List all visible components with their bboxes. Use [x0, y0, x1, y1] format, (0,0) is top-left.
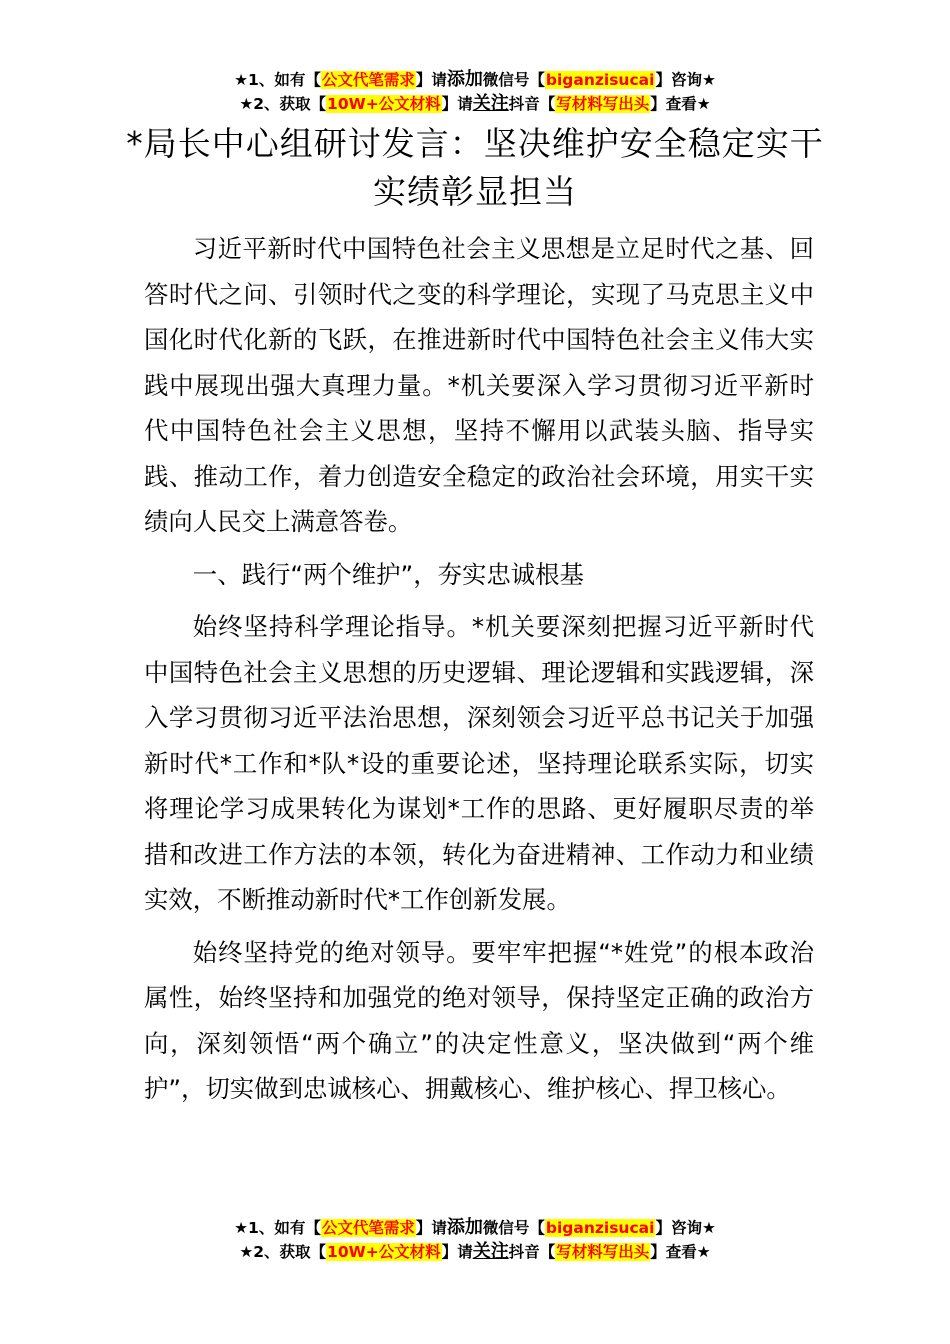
promo-text: 】查看★ [650, 95, 711, 113]
promo-text: 】请 [415, 71, 447, 89]
promo-line-2 [0, 1240, 950, 1264]
promo-text: 】咨询★ [655, 71, 716, 89]
promo-line-2 [0, 92, 950, 116]
document-title: *局长中心组研讨发言：坚决维护安全稳定实干实绩彰显担当 [126, 124, 824, 211]
promo-line-1 [0, 1216, 950, 1240]
promo-text: 】请 [441, 95, 473, 113]
promo-text: 微信号【 [482, 71, 545, 89]
promo-text: 】查看★ [650, 1243, 711, 1261]
promo-text: 】请 [415, 1219, 447, 1237]
promo-text: ★1、如有【 [234, 1219, 321, 1237]
promo-emphasis: 关注 [472, 1241, 509, 1262]
promo-text: 抖音【 [508, 1243, 556, 1261]
document-body [144, 226, 814, 1112]
section-heading: 一、践行“两个维护”，夯实忠诚根基 [192, 559, 584, 589]
promo-text: 】咨询★ [655, 1219, 716, 1237]
promo-emphasis: 添加 [446, 1217, 483, 1238]
paragraph: 始终坚持党的绝对领导。要牢牢把握“*姓党”的根本政治属性，始终坚持和加强党的绝对领导，保持坚定正确的政治方向，深刻领悟“两个确立”的决定性意义，坚决做到“两个维护”，切实做到忠诚核心、拥戴核心、维护核心、捍卫核心。 [144, 937, 814, 1103]
promo-highlight: 公文代笔需求 [321, 71, 415, 89]
promo-highlight: 10W+公文材料 [327, 95, 441, 113]
paragraph: 始终坚持科学理论指导。*机关要深刻把握习近平新时代中国特色社会主义思想的历史逻辑、理论逻辑和实践逻辑，深入学习贯彻习近平法治思想，深刻领会习近平总书记关于加强新时代*工作和*队*设的重要论述，坚持理论联系实际，切实将理论学习成果转化为谋划*工作的思路、更好履职尽责的举措和改进工作方法的本领，转化为奋进精神、工作动力和业绩实效，不断推动新时代*工作创新发展。 [144, 612, 814, 914]
promo-text: ★1、如有【 [234, 71, 321, 89]
promo-highlight: 公文代笔需求 [321, 1219, 415, 1237]
promo-text: 】请 [441, 1243, 473, 1261]
paragraph-intro: 习近平新时代中国特色社会主义思想是立足时代之基、回答时代之问、引领时代之变的科学理论，实现了马克思主义中国化时代化新的飞跃，在推进新时代中国特色社会主义伟大实践中展现出强大真理力量。*机关要深入学习贯彻习近平新时代中国特色社会主义思想，坚持不懈用以武装头脑、指导实践、推动工作，着力创造安全稳定的政治社会环境，用实干实绩向人民交上满意答卷。 [144, 234, 814, 536]
promo-emphasis: 添加 [446, 69, 483, 90]
promo-text: ★2、获取【 [239, 95, 327, 113]
promo-text: 微信号【 [482, 1219, 545, 1237]
promo-douyin-id: 写材料写出头 [556, 1243, 650, 1261]
promo-wechat-id: biganzisucai [545, 71, 655, 89]
promo-wechat-id: biganzisucai [545, 1219, 655, 1237]
promo-text: 抖音【 [508, 95, 556, 113]
promo-douyin-id: 写材料写出头 [556, 95, 650, 113]
promo-banner-bottom [0, 1216, 950, 1264]
promo-banner-top [0, 68, 950, 116]
promo-emphasis: 关注 [472, 93, 509, 114]
promo-highlight: 10W+公文材料 [327, 1243, 441, 1261]
promo-text: ★2、获取【 [239, 1243, 327, 1261]
promo-line-1 [0, 68, 950, 92]
